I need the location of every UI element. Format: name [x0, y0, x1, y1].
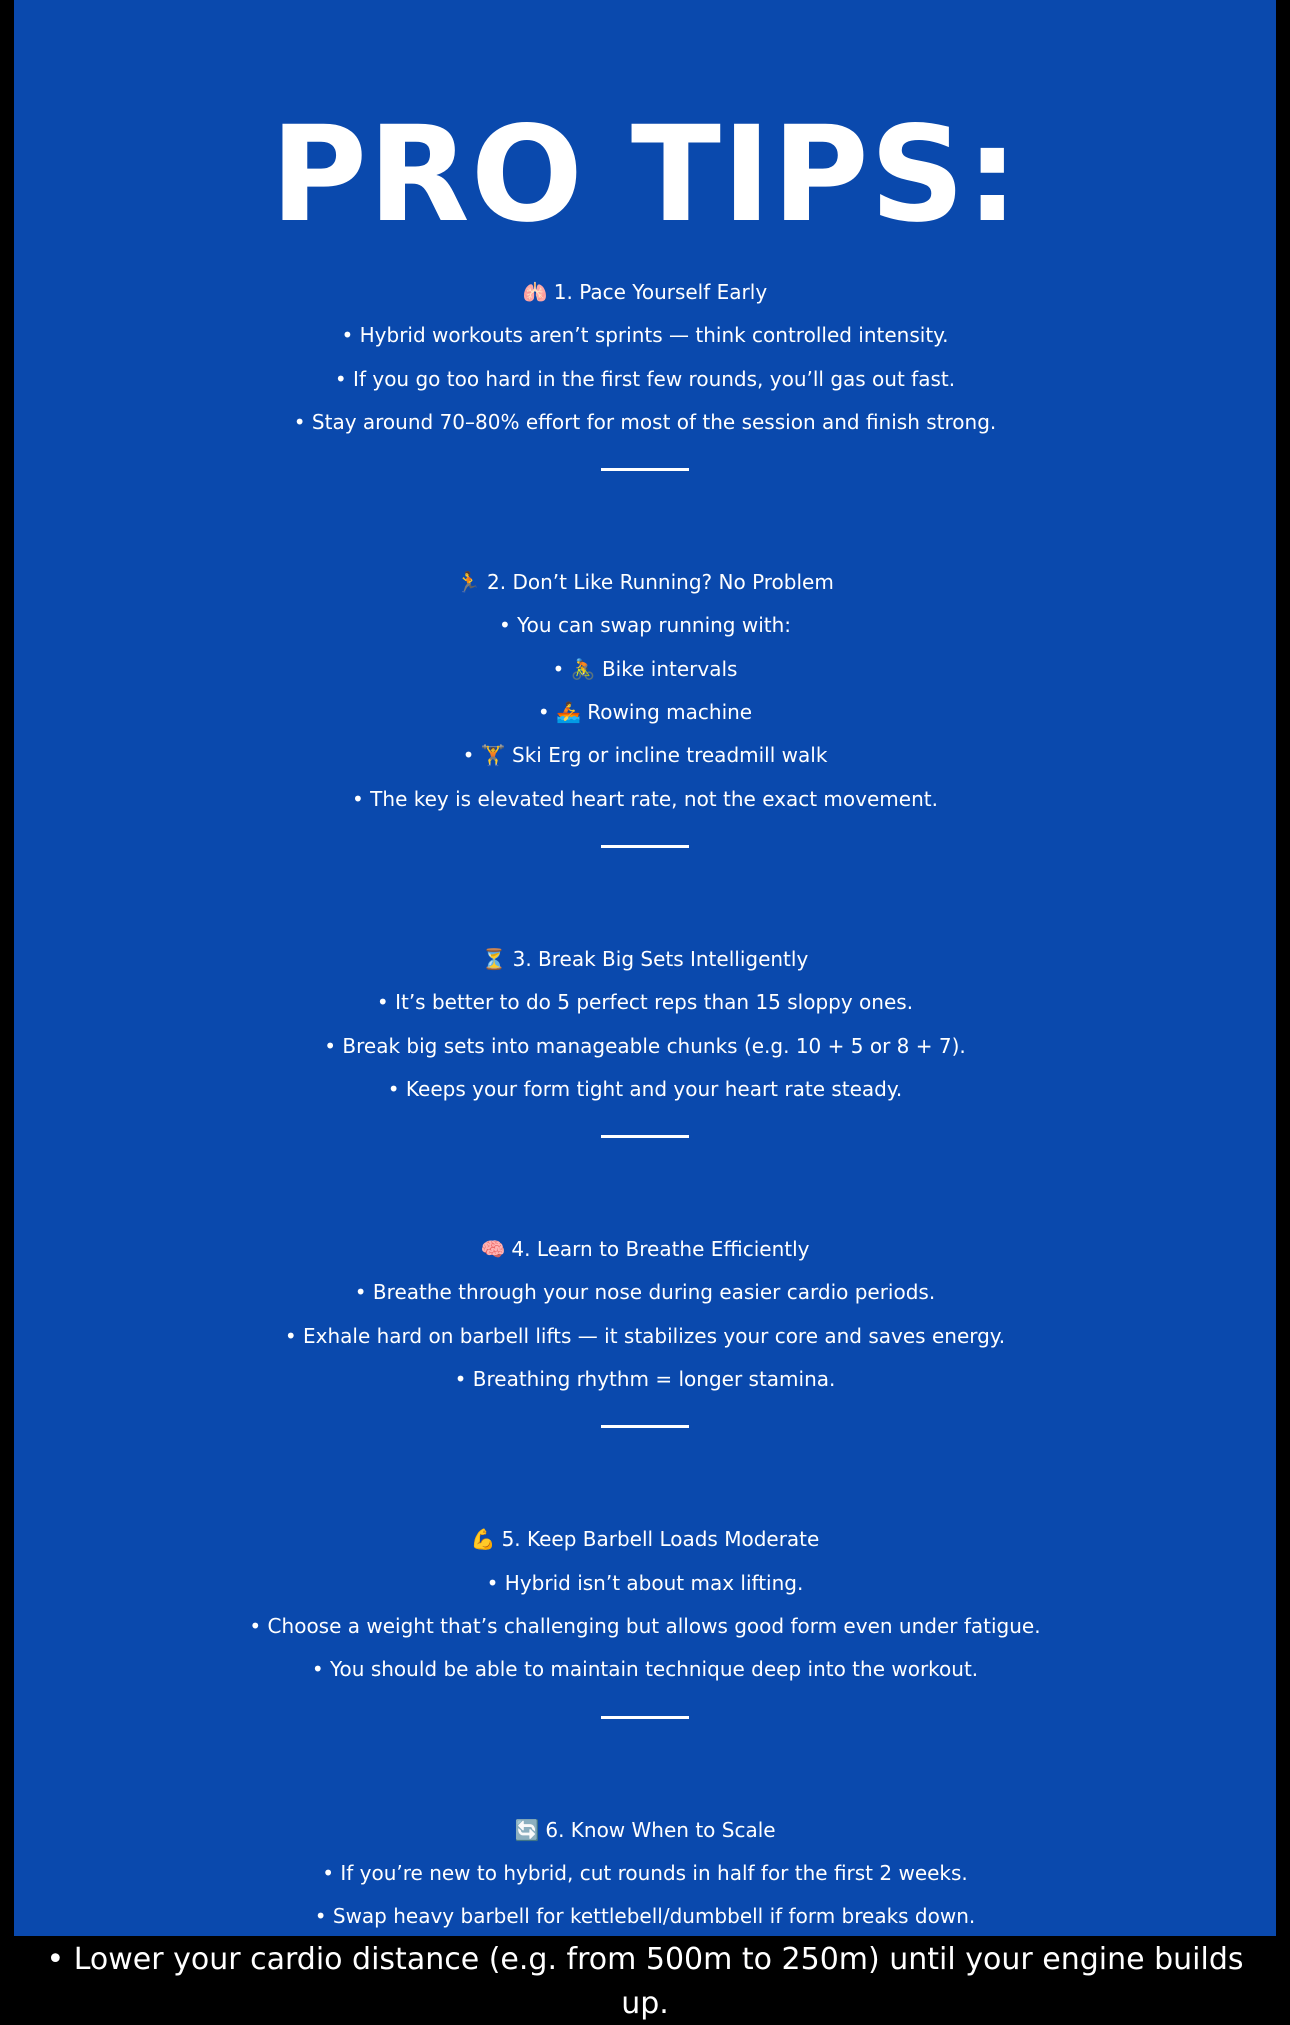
tips-panel [14, 0, 1276, 2021]
tip-heading-text: 2. Don’t Like Running? No Problem [487, 570, 834, 595]
tip-line: • You can swap running with: [498, 613, 792, 638]
tip-heading [14, 1518, 1276, 1561]
tip-line: • If you’re new to hybrid, cut rounds in half for the first 2 weeks. [322, 1860, 968, 1885]
refresh-arrows-icon: 🔄 [514, 1817, 540, 1842]
tip-section-4 [14, 1228, 1276, 1428]
tip-heading-text: 6. Know When to Scale [545, 1817, 776, 1842]
tip-heading-text: 5. Keep Barbell Loads Moderate [501, 1527, 820, 1552]
tip-line: • It’s better to do 5 perfect reps than 15 sloppy ones. [376, 990, 914, 1015]
hourglass-icon: ⏳ [481, 946, 507, 971]
tip-heading [14, 1809, 1276, 1852]
tip-line: • Hybrid workouts aren’t sprints — think controlled intensity. [341, 323, 949, 348]
tip-section-5 [14, 1518, 1276, 1718]
tip-section-2 [14, 561, 1276, 848]
tip-section-6 [14, 1809, 1276, 2025]
tip-heading [14, 271, 1276, 314]
tip-line: • Breathing rhythm = longer stamina. [454, 1367, 836, 1392]
tip-line: • Hybrid isn’t about max lifting. [486, 1570, 804, 1595]
tip-line: • Break big sets into manageable chunks (e.g. 10 + 5 or 8 + 7). [324, 1033, 966, 1058]
tip-line: • Swap heavy barbell for kettlebell/dumbbell if form breaks down. [314, 1904, 976, 1929]
tip-section-1 [14, 271, 1276, 471]
tip-line: • Choose a weight that’s challenging but allows good form even under fatigue. [249, 1613, 1041, 1638]
tip-heading-text: 1. Pace Yourself Early [553, 280, 768, 304]
lungs-icon: 🫁 [522, 280, 548, 304]
tip-line: • Exhale hard on barbell lifts — it stabilizes your core and saves energy. [284, 1323, 1006, 1348]
tip-heading [14, 938, 1276, 981]
runner-icon: 🏃 [456, 570, 482, 595]
tip-heading-text: 4. Learn to Breathe Efficiently [511, 1237, 810, 1262]
tip-line: • Lower your cardio distance (e.g. from 500m to 250m) until your engine builds up. [46, 1942, 1244, 2021]
tip-line: • 🚴 Bike intervals [552, 656, 738, 681]
tip-line: • Keeps your form tight and your heart rate steady. [387, 1076, 903, 1101]
tip-line: • If you go too hard in the first few rounds, you’ll gas out fast. [334, 366, 956, 391]
page-title: PRO TIPS: [270, 98, 1020, 252]
tip-line: • Stay around 70–80% effort for most of the session and finish strong. [293, 409, 997, 434]
brain-icon: 🧠 [480, 1237, 506, 1262]
tip-line: • Breathe through your nose during easier cardio periods. [354, 1280, 936, 1305]
tip-heading [14, 1228, 1276, 1271]
tip-line: • You should be able to maintain technique deep into the workout. [311, 1657, 979, 1682]
tips-list [14, 271, 1276, 2025]
tip-line: • The key is elevated heart rate, not the exact movement. [352, 786, 938, 811]
flexed-biceps-icon: 💪 [470, 1527, 496, 1552]
tip-line: • 🏋 Ski Erg or incline treadmill walk [462, 743, 828, 768]
tip-heading [14, 561, 1276, 604]
tip-heading-text: 3. Break Big Sets Intelligently [512, 946, 809, 971]
tip-line: • 🚣 Rowing machine [537, 700, 753, 725]
tip-section-3 [14, 938, 1276, 1138]
